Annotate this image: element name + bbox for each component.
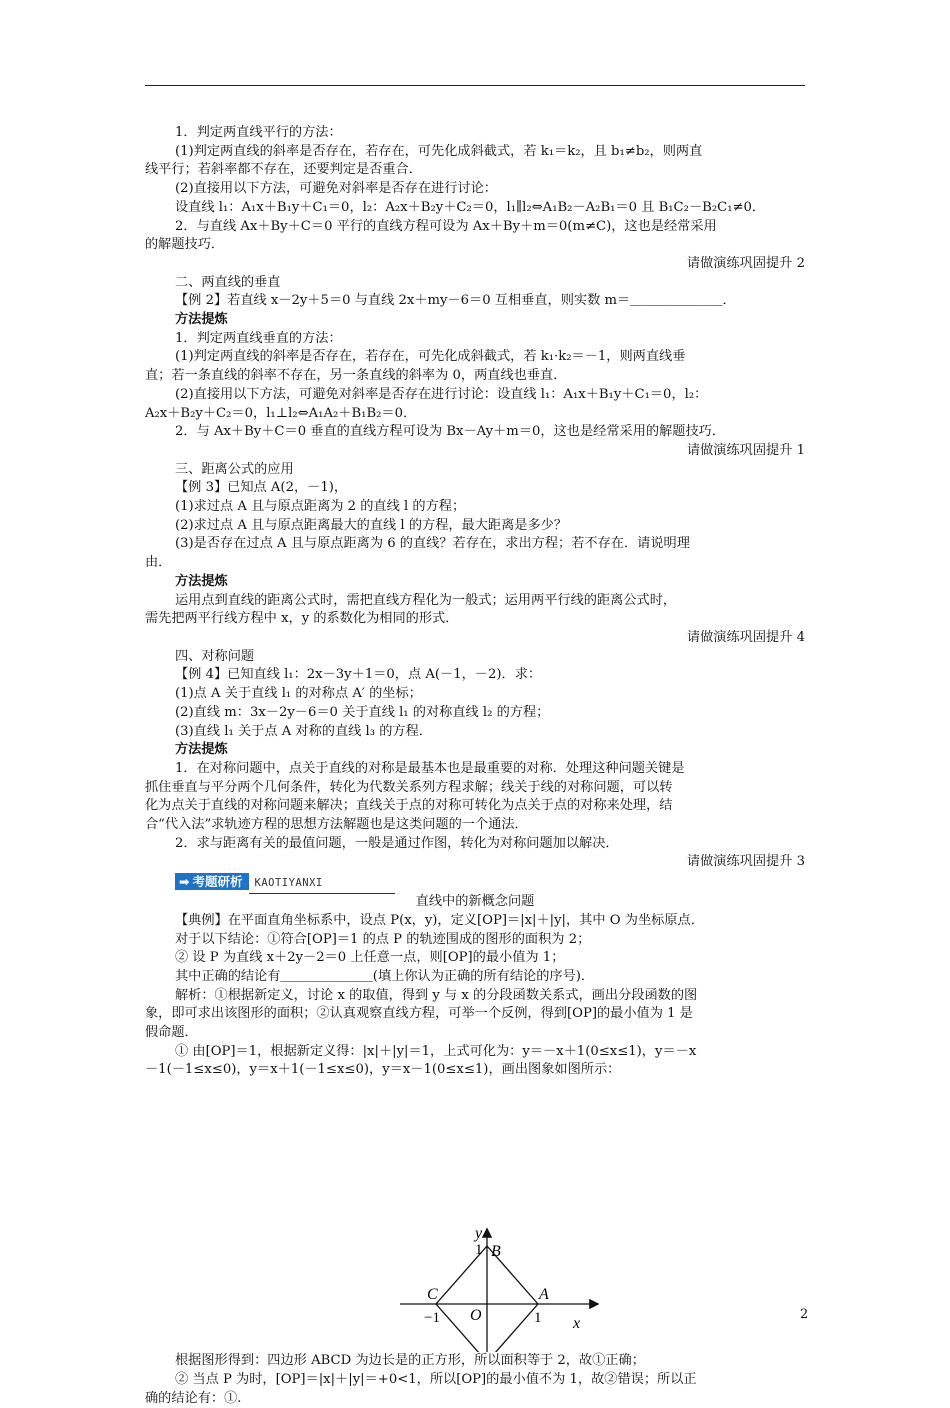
point-b-label: B	[491, 1243, 501, 1261]
header-rule	[145, 85, 805, 86]
text-line: －1(－1≤x≤0)，y＝x＋1(－1≤x≤0)，y＝x－1(0≤x≤1)，画出图象如图所示：	[145, 1062, 621, 1078]
banner-title: 考题研析	[192, 874, 243, 890]
section-title: 四、对称问题	[175, 648, 255, 664]
example-question: 【例 3】已知点 A(2，－1)，	[175, 480, 348, 496]
origin-label: O	[470, 1307, 482, 1325]
text-line: 化为点关于直线的对称问题来解决；直线关于点的对称可转化为点关于点的对称来处理，结	[145, 798, 673, 814]
practice-reference: 请做演练巩固提升 3	[686, 854, 805, 870]
text-line: (2)求过点 A 且与原点距离最大的直线 l 的方程，最大距离是多少？	[175, 517, 568, 533]
text-line: 2．求与距离有关的最值问题，一般是通过作图，转化为对称问题加以解决．	[175, 835, 619, 851]
example-title: 直线中的新概念问题	[415, 894, 535, 910]
text-line: 直；若一条直线的斜率不存在，另一条直线的斜率为 0，两直线也垂直．	[145, 368, 567, 384]
text-line: ② 当点 P 为时，[OP]＝|x|＋|y|＝+0<1，所以[OP]的最小值不为 1，故②错误；所以正	[175, 1371, 697, 1387]
text-line: 【典例】在平面直角坐标系中，设点 P(x，y)，定义[OP]＝|x|＋|y|，其中 O 为坐标原点．	[175, 912, 704, 928]
text-line: 1．判定两直线垂直的方法：	[175, 330, 342, 346]
text-line: 1．判定两直线平行的方法：	[175, 125, 342, 140]
axis-y-label: y	[475, 1225, 483, 1243]
method-heading: 方法提炼	[175, 573, 228, 589]
text-line: 2．与 Ax＋By＋C＝0 垂直的直线方程可设为 Bx－Ay＋m＝0，这也是经常采用的解题技巧．	[175, 424, 726, 440]
practice-reference: 请做演练巩固提升 1	[686, 442, 805, 458]
text-line: (3)直线 l₁ 关于点 A 对称的直线 l₃ 的方程．	[175, 723, 432, 739]
banner-subtitle: KAOTIYANXI	[249, 874, 395, 894]
text-line: ② 设 P 为直线 x＋2y－2＝0 上任意一点，则[OP]的最小值为 1；	[175, 950, 565, 966]
text-line: (2)直接用以下方法，可避免对斜率是否存在进行讨论：设直线 l₁：A₁x＋B₁y＋C₁＝0，l₂：	[175, 386, 708, 402]
figure-svg	[145, 1080, 805, 1352]
arrow-icon: ➡	[179, 874, 190, 890]
tick-x-neg-label: −1	[424, 1310, 440, 1327]
text-line: 1．在对称问题中，点关于直线的对称是最基本也是最重要的对称．处理这种问题关键是	[175, 760, 685, 776]
text-line: (2)直接用以下方法，可避免对斜率是否存在进行讨论：	[175, 181, 497, 197]
text-line: 根据图形得到：四边形 ABCD 为边长是的正方形，所以面积等于 2，故①正确；	[175, 1353, 645, 1369]
diamond-figure	[145, 1080, 805, 1352]
section-banner	[175, 873, 805, 893]
text-line: ① 由[OP]＝1，根据新定义得：|x|＋|y|＝1，上式可化为：y＝－x＋1(0≤x≤1)，y＝－x	[175, 1043, 697, 1059]
text-line: 合“代入法”求轨迹方程的思想方法解题也是这类问题的一个通法．	[145, 817, 528, 833]
text-line: 解析：①根据新定义，讨论 x 的取值，得到 y 与 x 的分段函数关系式，画出分段函数的图	[175, 987, 698, 1003]
text-line: 设直线 l₁：A₁x＋B₁y＋C₁＝0，l₂：A₂x＋B₂y＋C₂＝0，l₁∥l₂⇔A₁B₂－A₂B₁＝0 且 B₁C₂－B₂C₁≠0．	[175, 199, 766, 215]
text-line: 2．与直线 Ax＋By＋C＝0 平行的直线方程可设为 Ax＋By＋m＝0(m≠C)，这也是经常采用	[175, 218, 717, 234]
text-line: (3)是否存在过点 A 且与原点距离为 6 的直线？若存在，求出方程；若不存在．请说明理	[175, 536, 690, 552]
tick-y-pos-label: 1	[475, 1242, 483, 1259]
example-question: 【例 2】若直线 x－2y＋5＝0 与直线 2x＋my－6＝0 互相垂直，则实数 m＝＿＿＿＿＿＿＿．	[175, 293, 736, 309]
section-title: 三、距离公式的应用	[175, 461, 294, 477]
point-a-label: A	[539, 1286, 549, 1304]
text-line: (1)判定两直线的斜率是否存在，若存在，可先化成斜截式，若 k₁＝k₂，且 b₁≠b₂，则两直	[175, 143, 703, 159]
example-question: 【例 4】已知直线 l₁：2x－3y＋1＝0，点 A(－1，－2)．求：	[175, 667, 542, 683]
section-title: 二、两直线的垂直	[175, 274, 281, 290]
text-line: 假命题．	[145, 1025, 198, 1041]
text-line: (1)求过点 A 且与原点距离为 2 的直线 l 的方程；	[175, 499, 466, 515]
method-heading: 方法提炼	[175, 312, 228, 328]
practice-reference: 请做演练巩固提升 2	[686, 255, 805, 271]
page-content	[145, 124, 805, 1408]
text-line: 其中正确的结论有＿＿＿＿＿＿＿(填上你认为正确的所有结论的序号)．	[175, 968, 595, 984]
text-line: 需先把两平行线方程中 x，y 的系数化为相同的形式．	[145, 611, 459, 627]
banner-badge	[175, 873, 249, 890]
text-line: A₂x＋B₂y＋C₂＝0，l₁⊥l₂⇔A₁A₂＋B₁B₂＝0．	[145, 405, 417, 421]
practice-reference: 请做演练巩固提升 4	[686, 629, 805, 645]
text-line: 确的结论有：①.	[145, 1390, 242, 1406]
point-c-label: C	[427, 1286, 438, 1304]
text-line: 由．	[145, 555, 172, 571]
axis-x-label: x	[573, 1315, 581, 1333]
text-line: (1)判定两直线的斜率是否存在，若存在，可先化成斜截式，若 k₁·k₂＝－1，则两直线垂	[175, 349, 686, 365]
text-line: 抓住垂直与平分两个几何条件，转化为代数关系列方程求解；线关于线的对称问题，可以转	[145, 779, 673, 795]
text-line: (2)直线 m：3x－2y－6＝0 关于直线 l₁ 的对称直线 l₂ 的方程；	[175, 704, 550, 720]
text-line: 线平行；若斜率都不存在，还要判定是否重合．	[145, 162, 422, 178]
text-line: 的解题技巧．	[145, 237, 225, 253]
method-heading: 方法提炼	[175, 742, 228, 758]
text-line: 象，即可求出该图形的面积；②认真观察直线方程，可举一个反例，得到[OP]的最小值为 1 是	[145, 1006, 693, 1022]
text-line: 对于以下结论：①符合[OP]＝1 的点 P 的轨迹围成的图形的面积为 2；	[175, 931, 591, 947]
text-line: 运用点到直线的距离公式时，需把直线方程化为一般式；运用两平行线的距离公式时，	[175, 592, 677, 608]
tick-x-pos-label: 1	[534, 1310, 542, 1327]
text-line: (1)点 A 关于直线 l₁ 的对称点 A′ 的坐标；	[175, 686, 422, 702]
page-number: 2	[800, 1307, 809, 1322]
